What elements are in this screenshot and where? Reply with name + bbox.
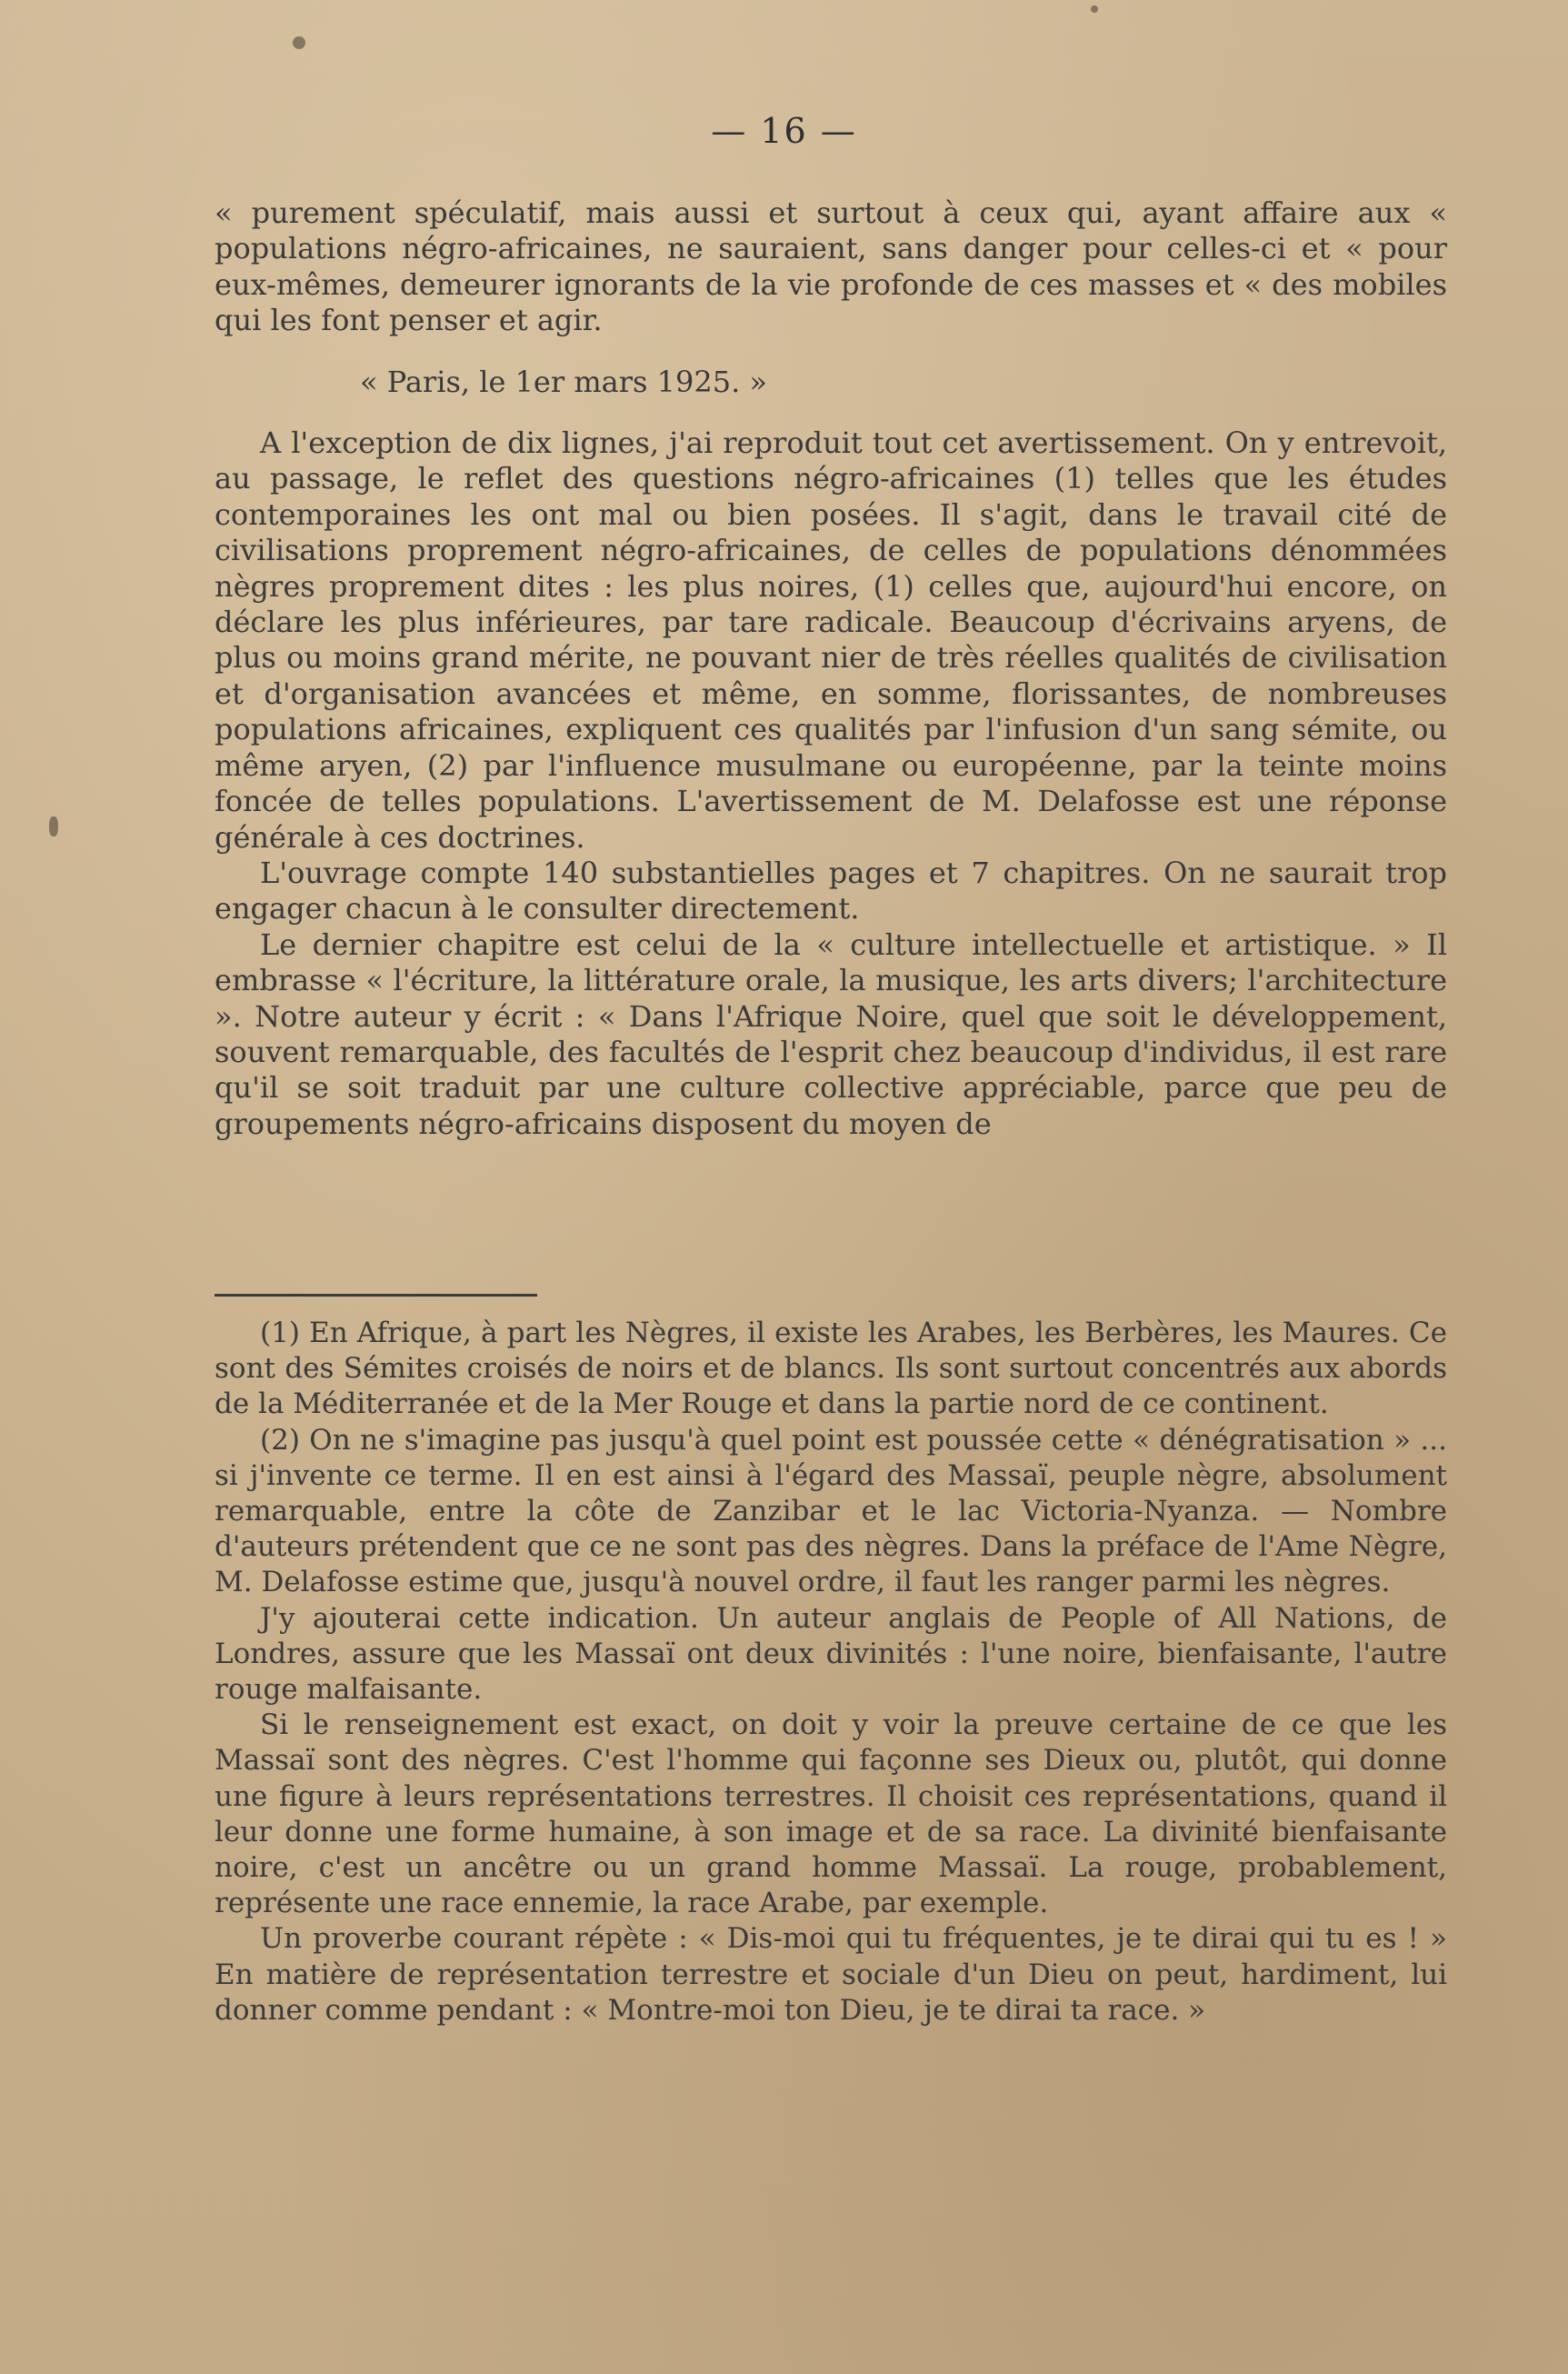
- footnote-divider: [215, 1294, 537, 1297]
- ink-spot: [293, 36, 305, 49]
- page-number: — 16 —: [711, 111, 857, 151]
- ink-spot: [1091, 5, 1098, 13]
- footnotes: [215, 1316, 1447, 2028]
- footnote-1: (1) En Afrique, à part les Nègres, il existe les Arabes, les Berbères, les Maures. Ce sont des Sémites croisés de noirs et de blancs. Ils sont surtout concentrés aux abords de la Méditerranée et de la Mer Rouge et dans la partie nord de ce continent.: [215, 1317, 1447, 1421]
- main-text: [215, 195, 1447, 1142]
- footnote-2: (2) On ne s'imagine pas jusqu'à quel point est poussée cette « dénégratisation » ... si j'invente ce terme. Il en est ainsi à l'égard des Massaï, peuple nègre, absolument remarquable, entre la côte de Zanzibar et le lac Victoria-Nyanza. — Nombre d'auteurs prétendent que ce ne sont pas des nègres. Dans la préface de l'Ame Nègre, M. Delafosse estime que, jusqu'à nouvel ordre, il faut les ranger parmi les nègres.: [215, 1423, 1447, 1599]
- paragraph: L'ouvrage compte 140 substantielles pages et 7 chapitres. On ne saurait trop engager chacun à le consulter directement.: [215, 855, 1447, 927]
- paragraph: Le dernier chapitre est celui de la « culture intellectuelle et artistique. » Il embrasse « l'écriture, la littérature orale, la musique, les arts divers; l'architecture ». Notre auteur y écrit : « Dans l'Afrique Noire, quel que soit le développement, souvent remarquable, des facultés de l'esprit chez beaucoup d'individus, il est rare qu'il se soit traduit par une culture collective appréciable, parce que peu de groupements négro-africains disposent du moyen de: [215, 927, 1447, 1141]
- footnote-paragraph: Un proverbe courant répète : « Dis-moi qui tu fréquentes, je te dirai qui tu es ! » En matière de représentation terrestre et sociale d'un Dieu on peut, hardiment, lui donner comme pendant : « Montre-moi ton Dieu, je te dirai ta race. »: [215, 1922, 1447, 2027]
- quote-continuation: « purement spéculatif, mais aussi et surtout à ceux qui, ayant affaire aux « populations négro-africaines, ne sauraient, sans danger pour celles-ci et « pour eux-mêmes, demeurer ignorants de la vie profonde de ces masses et « des mobiles qui les font penser et agir.: [215, 195, 1447, 338]
- quote-signature: « Paris, le 1er mars 1925. »: [360, 364, 767, 399]
- footnote-paragraph: J'y ajouterai cette indication. Un auteur anglais de People of All Nations, de Londres, assure que les Massaï ont deux divinités : l'une noire, bienfaisante, l'autre rouge malfaisante.: [215, 1601, 1447, 1707]
- ink-spot: [49, 816, 58, 836]
- footnote-paragraph: Si le renseignement est exact, on doit y voir la preuve certaine de ce que les Massaï sont des nègres. C'est l'homme qui façonne ses Dieux ou, plutôt, qui donne une figure à leurs représentations terrestres. Il choisit ces représentations, quand il leur donne une forme humaine, à son image et de sa race. La divinité bienfaisante noire, c'est un ancêtre ou un grand homme Massaï. La rouge, probablement, représente une race ennemie, la race Arabe, par exemple.: [215, 1708, 1447, 1920]
- paragraph: A l'exception de dix lignes, j'ai reproduit tout cet avertissement. On y entrevoit, au passage, le reflet des questions négro-africaines (1) telles que les études contemporaines les ont mal ou bien posées. Il s'agit, dans le travail cité de civilisations proprement négro-africaines, de celles de populations dénommées nègres proprement dites : les plus noires, (1) celles que, aujourd'hui encore, on déclare les plus inférieures, par tare radicale. Beaucoup d'écrivains aryens, de plus ou moins grand mérite, ne pouvant nier de très réelles qualités de civilisation et d'organisation avancées et même, en somme, florissantes, de nombreuses populations africaines, expliquent ces qualités par l'infusion d'un sang sémite, ou même aryen, (2) par l'influence musulmane ou européenne, par la teinte moins foncée de telles populations. L'avertissement de M. Delafosse est une réponse générale à ces doctrines.: [215, 426, 1447, 855]
